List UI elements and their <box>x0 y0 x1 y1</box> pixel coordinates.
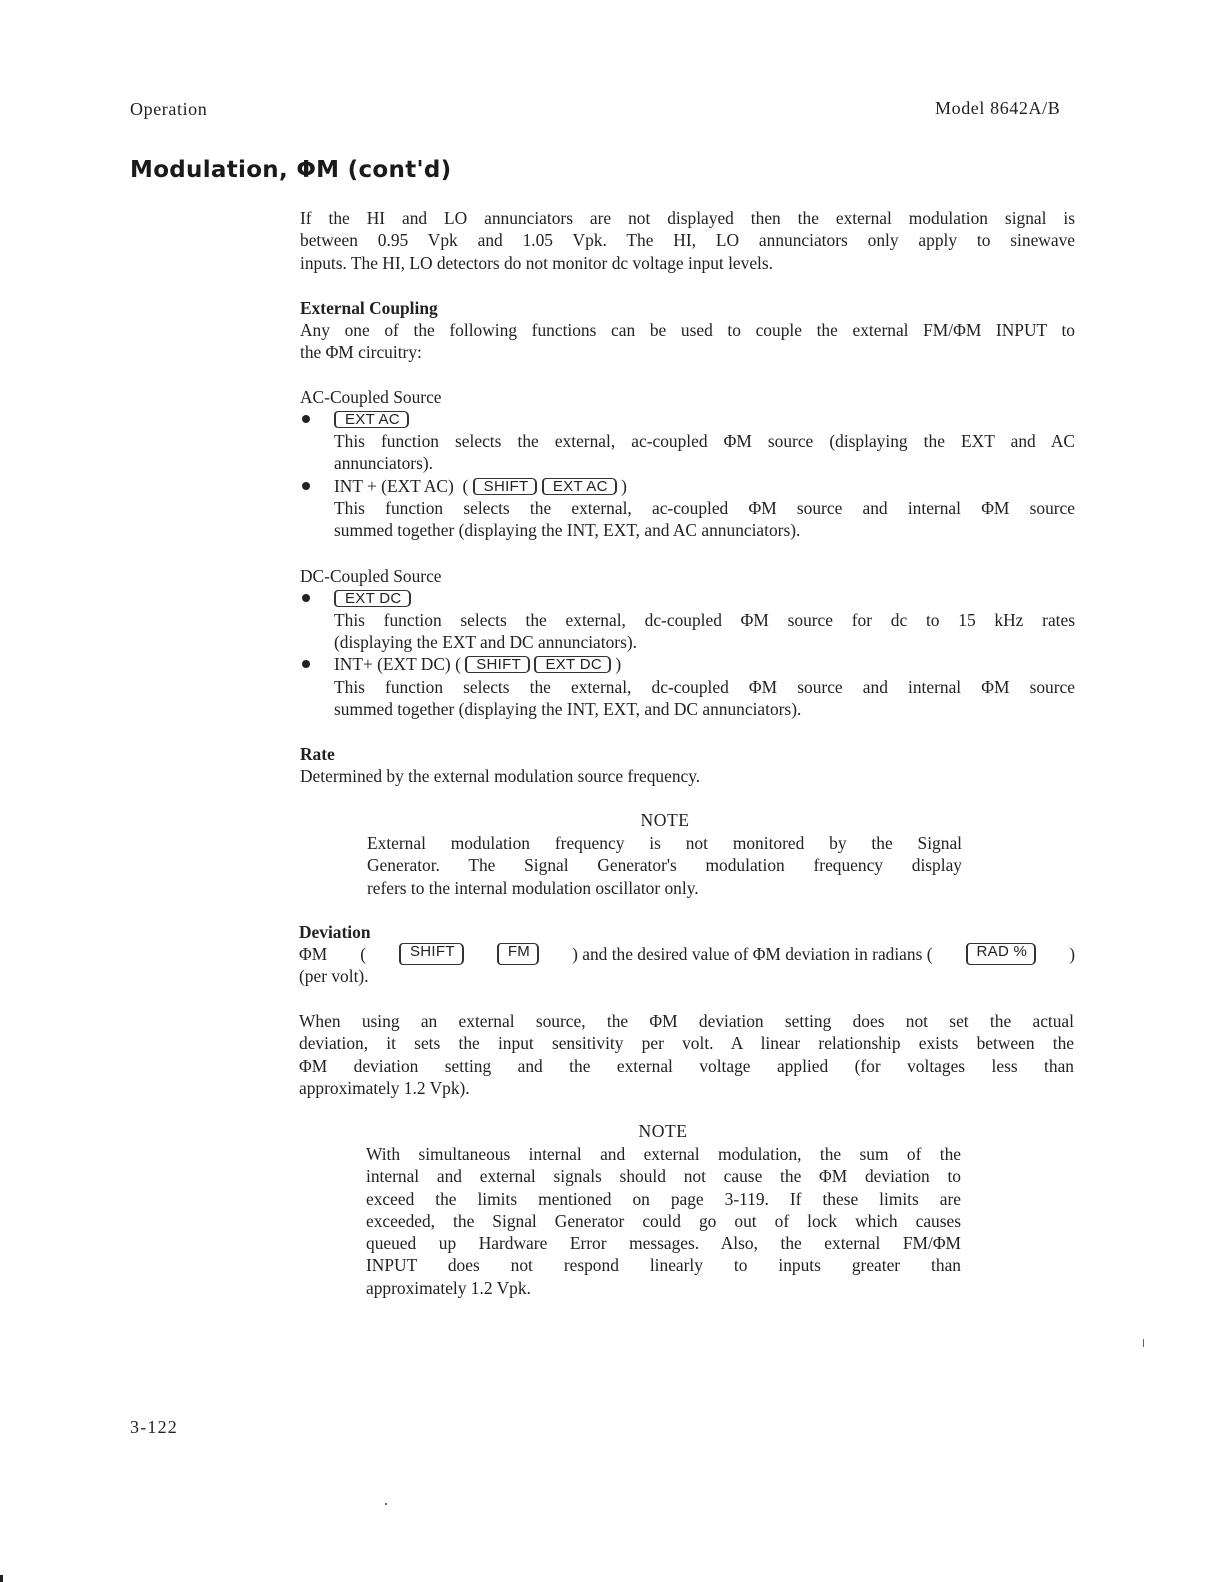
dc-item2-desc <box>334 676 1075 721</box>
ac-coupled-heading: AC-Coupled Source <box>300 387 442 407</box>
deviation-line2: (per volt). <box>299 966 369 986</box>
paren-close: ) <box>621 476 627 496</box>
note-heading: NOTE <box>640 810 690 830</box>
note-line: refers to the internal modulation oscillator only. <box>367 877 699 898</box>
desc-line: This function selects the external, dc-coupled ΦM source and internal ΦM source <box>334 677 1075 697</box>
scan-speck <box>1143 1339 1144 1347</box>
intro-line: between 0.95 Vpk and 1.05 Vpk. The HI, LO annunciators only apply to sinewave <box>300 230 1075 251</box>
ac-item2-desc <box>334 497 1075 542</box>
ext-ac-key: EXT AC <box>334 411 409 428</box>
note-line: exceed the limits mentioned on page 3-119. If these limits are <box>366 1188 961 1209</box>
rad-percent-key: RAD % <box>966 943 1037 965</box>
bullet-icon <box>302 415 310 423</box>
desc-line: This function selects the external, dc-coupled ΦM source for dc to 15 kHz rates <box>334 610 1075 630</box>
shift-key: SHIFT <box>473 478 538 495</box>
ac-item1-title <box>334 408 409 430</box>
desc-line: This function selects the external, ac-coupled ΦM source and internal ΦM source <box>334 498 1075 518</box>
note-line: INPUT does not respond linearly to inputs greater than <box>366 1255 961 1276</box>
note-line: queued up Hardware Error messages. Also, the external FM/ΦM <box>366 1233 961 1254</box>
para-line: ΦM deviation setting and the external voltage applied (for voltages less than <box>299 1055 1074 1076</box>
para-line: When using an external source, the ΦM deviation setting does not set the actual <box>299 1011 1074 1031</box>
intro-paragraph <box>300 207 1075 274</box>
model-label: Model 8642A/B <box>935 98 1061 118</box>
bullet-icon <box>302 594 310 602</box>
dc-item1-desc <box>334 609 1075 654</box>
coupling-line: Any one of the following functions can be used to couple the external FM/ΦM INPUT to <box>300 320 1075 340</box>
note-line: exceeded, the Signal Generator could go out of lock which causes <box>366 1210 961 1231</box>
dc-coupled-heading: DC-Coupled Source <box>300 566 442 586</box>
desc-line: (displaying the EXT and DC annunciators). <box>334 632 637 653</box>
external-coupling-text <box>300 319 1075 364</box>
paren-close: ) <box>1069 944 1075 964</box>
shift-key: SHIFT <box>399 943 464 965</box>
ac-item2-title <box>334 475 627 497</box>
desc-line: This function selects the external, ac-coupled ΦM source (displaying the EXT and AC <box>334 431 1075 451</box>
paren-open: ( <box>455 654 461 674</box>
intro-line: If the HI and LO annunciators are not displayed then the external modulation signal is <box>300 208 1075 228</box>
note-heading: NOTE <box>638 1121 688 1141</box>
desc-line: annunciators). <box>334 453 433 474</box>
bullet-icon <box>302 660 310 668</box>
coupling-line: the ΦM circuitry: <box>300 342 422 363</box>
paren-open: ( <box>462 476 469 496</box>
note-line: internal and external signals should not cause the ΦM deviation to <box>366 1166 961 1187</box>
note-line: With simultaneous internal and external modulation, the sum of the <box>366 1144 961 1164</box>
external-coupling-heading: External Coupling <box>300 298 438 318</box>
rate-text: Determined by the external modulation source frequency. <box>300 766 701 786</box>
dc-item2-label: INT+ (EXT DC) <box>334 654 451 674</box>
ext-dc-key: EXT DC <box>534 656 611 673</box>
note-line: approximately 1.2 Vpk. <box>366 1277 531 1298</box>
deviation-prefix: ΦM <box>299 944 328 964</box>
rate-heading: Rate <box>300 744 335 764</box>
paren-close: ) <box>615 654 622 674</box>
scan-speck <box>385 1503 387 1505</box>
page-number: 3-122 <box>130 1417 178 1437</box>
shift-key: SHIFT <box>465 656 530 673</box>
deviation-paragraph <box>299 1010 1074 1099</box>
para-line: deviation, it sets the input sensitivity per volt. A linear relationship exists between the <box>299 1033 1074 1054</box>
desc-line: summed together (displaying the INT, EXT, and AC annunciators). <box>334 520 801 541</box>
desc-line: summed together (displaying the INT, EXT, and DC annunciators). <box>334 699 802 720</box>
dc-item2-title <box>334 653 621 675</box>
note-line: External modulation frequency is not monitored by the Signal <box>367 833 962 853</box>
fm-key: FM <box>497 943 539 965</box>
note1-body <box>367 832 962 899</box>
dc-item1-title <box>334 587 411 609</box>
ext-ac-key: EXT AC <box>542 478 617 495</box>
ac-item1-desc <box>334 430 1075 475</box>
scan-speck <box>0 1575 3 1582</box>
deviation-line <box>299 943 1075 965</box>
note-line: Generator. The Signal Generator's modulation frequency display <box>367 855 962 876</box>
paren-open: ( <box>360 944 366 964</box>
intro-line: inputs. The HI, LO detectors do not monitor dc voltage input levels. <box>300 252 774 273</box>
deviation-middle-text: ) and the desired value of ΦM deviation in radians ( <box>572 944 933 964</box>
para-line: approximately 1.2 Vpk). <box>299 1077 470 1098</box>
section-label: Operation <box>130 99 208 119</box>
ext-dc-key: EXT DC <box>334 590 411 607</box>
deviation-heading: Deviation <box>299 922 371 942</box>
ac-item2-label: INT + (EXT AC) <box>334 476 454 496</box>
bullet-icon <box>302 482 310 490</box>
note2-body <box>366 1143 961 1299</box>
page-title: Modulation, ΦM (cont'd) <box>130 157 452 183</box>
